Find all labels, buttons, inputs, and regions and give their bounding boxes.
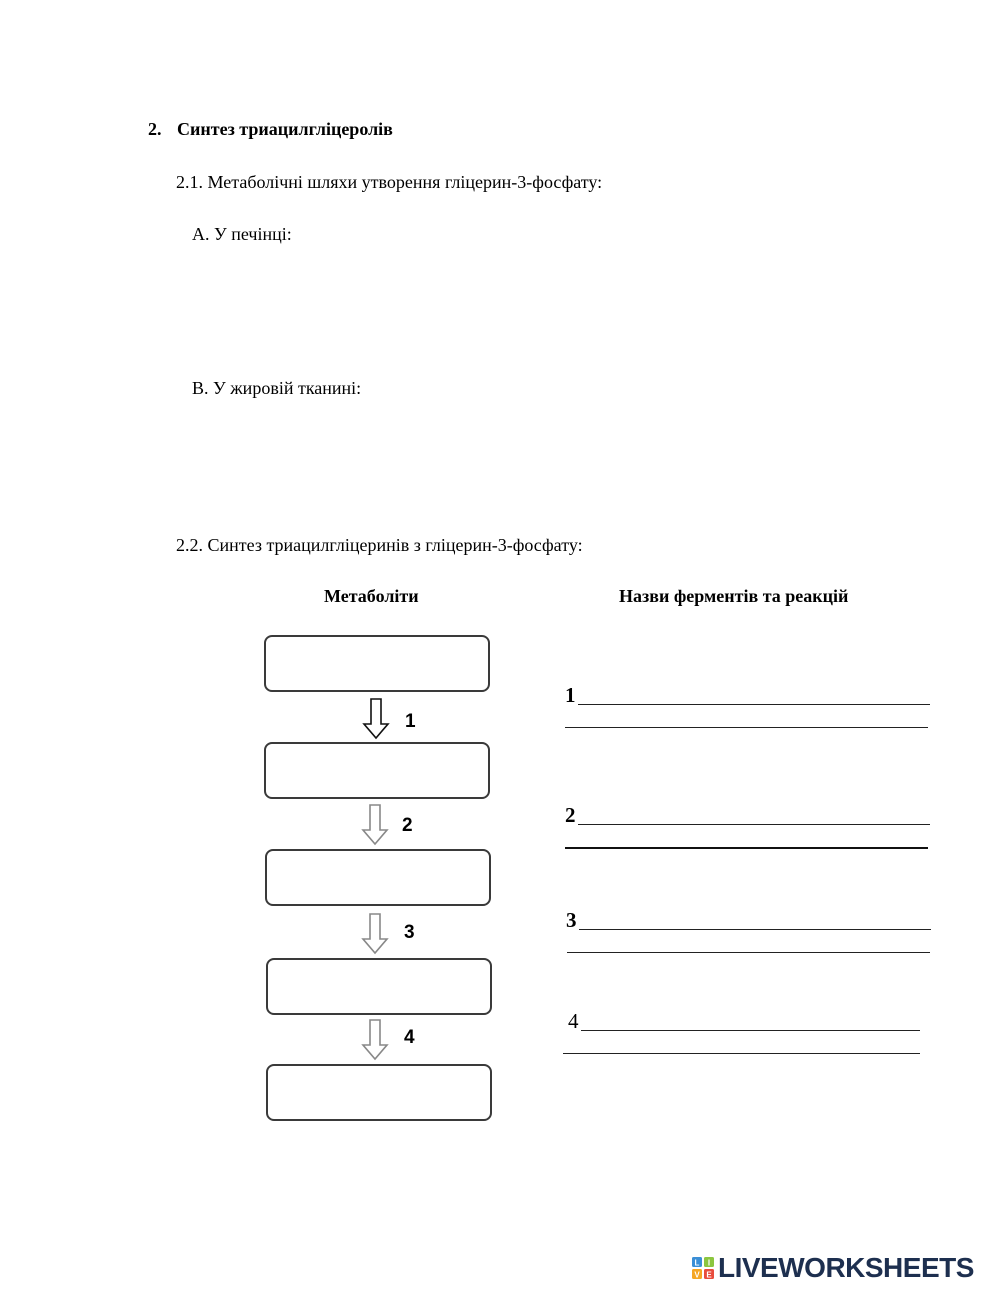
item-a-liver: A. У печінці: — [192, 224, 292, 244]
reaction-number-2: 2 — [565, 803, 576, 827]
subsection-2-2-title: 2.2. Синтез триацилгліцеринів з гліцерин-3-фосфату: — [176, 535, 583, 555]
liveworksheets-logo — [692, 1252, 974, 1284]
reaction-answer-line[interactable] — [581, 1030, 920, 1031]
svg-text:I: I — [707, 1258, 711, 1268]
section-number: 2. — [148, 119, 162, 139]
svg-text:E: E — [706, 1270, 712, 1279]
reaction-answer-line[interactable] — [579, 929, 931, 930]
down-arrow-icon — [361, 1019, 389, 1061]
reaction-answer-line[interactable] — [563, 1053, 920, 1054]
reaction-answer-line[interactable] — [578, 824, 930, 825]
reaction-answer-line[interactable] — [565, 727, 928, 728]
reaction-answer-line[interactable] — [567, 952, 930, 953]
down-arrow-icon — [361, 804, 389, 846]
metabolite-box-4[interactable] — [266, 958, 492, 1015]
reaction-number-1: 1 — [565, 683, 576, 707]
down-arrow-icon — [361, 913, 389, 955]
column-header-metabolites: Метаболіти — [324, 586, 419, 606]
step-label-4: 4 — [404, 1027, 415, 1048]
down-arrow-icon — [362, 698, 390, 740]
svg-text:V: V — [694, 1270, 700, 1279]
metabolite-box-3[interactable] — [265, 849, 491, 906]
step-label-2: 2 — [402, 815, 413, 836]
item-b-adipose: B. У жировій тканині: — [192, 378, 362, 398]
section-heading — [148, 119, 393, 140]
liveworksheets-logo-icon — [692, 1257, 714, 1279]
reaction-number-4: 4 — [568, 1009, 579, 1033]
metabolite-box-2[interactable] — [264, 742, 490, 799]
metabolite-box-5[interactable] — [266, 1064, 492, 1121]
reaction-number-3: 3 — [566, 908, 577, 932]
svg-text:L: L — [694, 1258, 700, 1268]
step-label-1: 1 — [405, 711, 416, 732]
reaction-answer-line[interactable] — [565, 847, 928, 849]
step-label-3: 3 — [404, 922, 415, 943]
metabolite-box-1[interactable] — [264, 635, 490, 692]
section-title: Синтез триацилгліцеролів — [177, 119, 393, 139]
subsection-2-1-title: 2.1. Метаболічні шляхи утворення гліцерин-3-фосфату: — [176, 172, 603, 192]
column-header-enzymes: Назви ферментів та реакцій — [619, 586, 849, 606]
liveworksheets-brand: LIVEWORKSHEETS — [718, 1252, 974, 1283]
reaction-answer-line[interactable] — [578, 704, 930, 705]
